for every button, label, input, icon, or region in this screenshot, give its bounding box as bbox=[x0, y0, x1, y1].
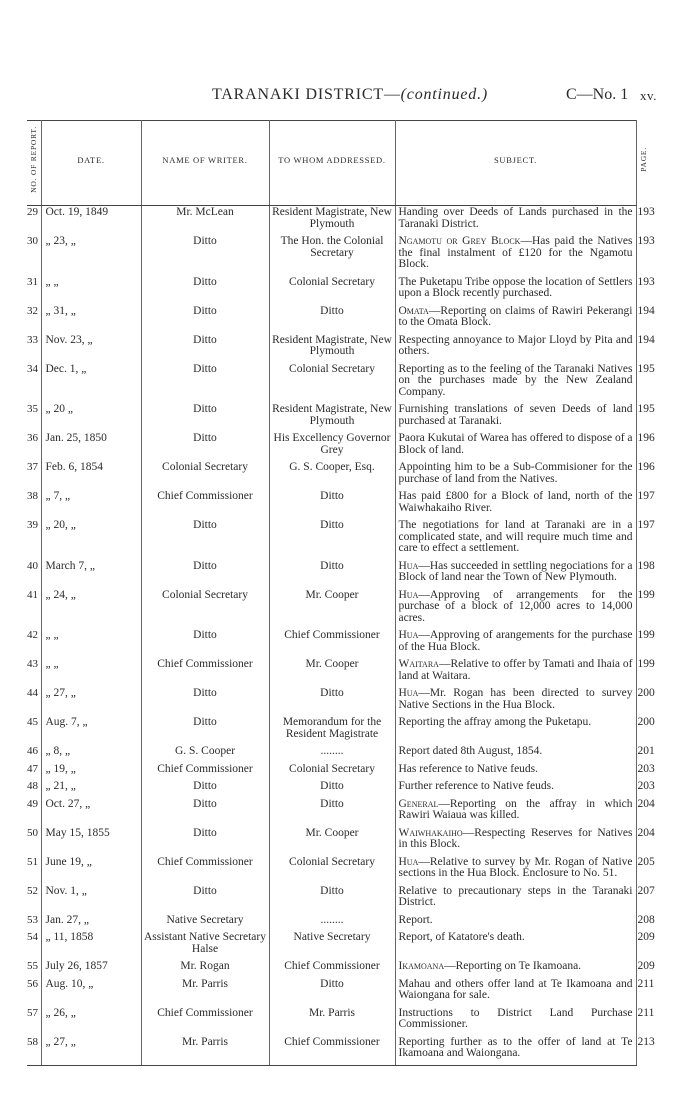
table-row: 54 „ 11, 1858 Assistant Native Secretary Halse Native Secretary Report, of Katatore's death. 209 bbox=[27, 931, 636, 960]
writer-cell: Ditto bbox=[141, 235, 269, 276]
table-row: 32 „ 31, „ Ditto Ditto Omata—Reporting on claims of Rawiri Pekerangi to the Omata Block. 194 bbox=[27, 305, 636, 334]
table-row: 43 „ „ Chief Commissioner Mr. Cooper Waitara—Relative to offer by Tamati and Ihaia of land at Waitara. 199 bbox=[27, 658, 636, 687]
page-number: xv. bbox=[640, 88, 657, 103]
subject-cell bbox=[395, 827, 636, 856]
addressee-cell: Chief Commissioner bbox=[269, 1036, 395, 1066]
date-cell: „ 24, „ bbox=[41, 589, 141, 630]
table-row: 33 Nov. 23, „ Ditto Resident Magistrate, New Plymouth Respecting annoyance to Major Lloyd by Pita and others. 194 bbox=[27, 334, 636, 363]
addressee-cell: Ditto bbox=[269, 519, 395, 560]
writer-cell: Ditto bbox=[141, 403, 269, 432]
subject-text: —Approving of arangements for the purchase of the Hua Block. bbox=[398, 629, 633, 653]
date-cell: „ 7, „ bbox=[41, 490, 141, 519]
subject-text: —Relative to offer by Tamati and Ihaia of land at Waitara. bbox=[398, 658, 633, 682]
writer-cell: Ditto bbox=[141, 305, 269, 334]
subject-text: Respecting annoyance to Major Lloyd by Pita and others. bbox=[398, 333, 633, 357]
writer-cell: Ditto bbox=[141, 432, 269, 461]
writer-cell: Ditto bbox=[141, 363, 269, 404]
report-number: 39 bbox=[27, 519, 41, 560]
addressee-cell: Ditto bbox=[269, 798, 395, 827]
document-reference: C—No. 1 bbox=[566, 86, 629, 103]
writer-cell: Mr. McLean bbox=[141, 206, 269, 236]
table-header-row: NO. OF REPORT. DATE. NAME OF WRITER. TO WHOM ADDRESSED. SUBJECT. PAGE. bbox=[27, 121, 636, 206]
writer-cell: Ditto bbox=[141, 827, 269, 856]
report-number: 52 bbox=[27, 885, 41, 914]
addressee-cell: Ditto bbox=[269, 978, 395, 1007]
header-writer: NAME OF WRITER. bbox=[141, 121, 269, 206]
report-number: 48 bbox=[27, 780, 41, 798]
report-number: 33 bbox=[27, 334, 41, 363]
writer-cell: Colonial Secretary bbox=[141, 589, 269, 630]
date-cell: „ 23, „ bbox=[41, 235, 141, 276]
date-cell: „ 8, „ bbox=[41, 745, 141, 763]
writer-cell: Ditto bbox=[141, 780, 269, 798]
addressee-cell: Colonial Secretary bbox=[269, 763, 395, 781]
addressee-cell: Chief Commissioner bbox=[269, 629, 395, 658]
date-cell: Oct. 27, „ bbox=[41, 798, 141, 827]
subject-heading: Hua bbox=[398, 588, 419, 601]
date-cell: March 7, „ bbox=[41, 560, 141, 589]
table-row: 49 Oct. 27, „ Ditto Ditto General—Reporting on the affray in which Rawiri Waiaua was killed. 204 bbox=[27, 798, 636, 827]
subject-text: Reporting the affray among the Puketapu. bbox=[398, 716, 592, 728]
subject-text: —Reporting on Te Ikamoana. bbox=[444, 960, 582, 972]
date-cell: May 15, 1855 bbox=[41, 827, 141, 856]
subject-heading: General bbox=[398, 797, 439, 810]
subject-text: —Mr. Rogan has been directed to survey Native Sections in the Hua Block. bbox=[398, 687, 633, 711]
subject-cell bbox=[395, 235, 636, 276]
subject-cell bbox=[395, 1007, 636, 1036]
addressee-cell: Ditto bbox=[269, 687, 395, 716]
report-number: 40 bbox=[27, 560, 41, 589]
correspondence-table bbox=[27, 120, 655, 1066]
date-cell: „ 26, „ bbox=[41, 1007, 141, 1036]
report-number: 35 bbox=[27, 403, 41, 432]
subject-cell bbox=[395, 931, 636, 960]
date-cell: „ „ bbox=[41, 629, 141, 658]
writer-cell: Ditto bbox=[141, 334, 269, 363]
date-cell: „ 21, „ bbox=[41, 780, 141, 798]
report-number: 32 bbox=[27, 305, 41, 334]
subject-cell bbox=[395, 745, 636, 763]
subject-text: Paora Kukutai of Warea has offered to dispose of a Block of land. bbox=[398, 432, 633, 456]
date-cell: Jan. 27, „ bbox=[41, 914, 141, 932]
date-cell: Dec. 1, „ bbox=[41, 363, 141, 404]
subject-text: Has paid £800 for a Block of land, north of the Waiwhakaiho River. bbox=[398, 490, 633, 514]
table-row: 36 Jan. 25, 1850 Ditto His Excellency Governor Grey Paora Kukutai of Warea has offered to dispose of a Block of land. 196 bbox=[27, 432, 636, 461]
title-main: TARANAKI DISTRICT— bbox=[212, 86, 401, 103]
report-number: 55 bbox=[27, 960, 41, 978]
subject-text: Furnishing translations of seven Deeds of land purchased at Taranaki. bbox=[398, 403, 633, 427]
subject-cell bbox=[395, 276, 636, 305]
writer-cell: Chief Commissioner bbox=[141, 856, 269, 885]
addressee-cell: The Hon. the Colonial Secretary bbox=[269, 235, 395, 276]
date-cell: „ 20, „ bbox=[41, 519, 141, 560]
report-number: 53 bbox=[27, 914, 41, 932]
writer-cell: Ditto bbox=[141, 885, 269, 914]
addressee-cell: Colonial Secretary bbox=[269, 363, 395, 404]
subject-cell bbox=[395, 798, 636, 827]
subject-cell bbox=[395, 519, 636, 560]
subject-cell bbox=[395, 960, 636, 978]
subject-text: Instructions to District Land Purchase Commissioner. bbox=[398, 1006, 633, 1030]
report-number: 46 bbox=[27, 745, 41, 763]
addressee-cell: Resident Magistrate, New Plymouth bbox=[269, 206, 395, 236]
table-row: 52 Nov. 1, „ Ditto Ditto Relative to precautionary steps in the Taranaki District. 207 bbox=[27, 885, 636, 914]
table-row: 30 „ 23, „ Ditto The Hon. the Colonial Secretary Ngamotu or Grey Block—Has paid the Natives the final instalment of £120 for the Ngamotu Block. 193 bbox=[27, 235, 636, 276]
report-number: 50 bbox=[27, 827, 41, 856]
date-cell: „ 27, „ bbox=[41, 687, 141, 716]
addressee-cell: Ditto bbox=[269, 560, 395, 589]
subject-cell bbox=[395, 629, 636, 658]
subject-heading: Waitara bbox=[398, 658, 439, 670]
header-addressee: TO WHOM ADDRESSED. bbox=[269, 121, 395, 206]
writer-cell: G. S. Cooper bbox=[141, 745, 269, 763]
subject-text: Report, of Katatore's death. bbox=[398, 931, 525, 943]
title-continued: (continued.) bbox=[400, 86, 489, 103]
subject-text: Reporting further as to the offer of land at Te Ikamoana and Waiongana. bbox=[398, 1035, 633, 1059]
report-number: 43 bbox=[27, 658, 41, 687]
writer-cell: Assistant Native Secretary Halse bbox=[141, 931, 269, 960]
subject-cell bbox=[395, 716, 636, 745]
report-number: 47 bbox=[27, 763, 41, 781]
report-number: 49 bbox=[27, 798, 41, 827]
subject-text: —Approving of arrangements for the purchase of a block of 12,000 acres to 14,000 acres. bbox=[398, 588, 633, 624]
subject-text: The Puketapu Tribe oppose the location of Settlers upon a Block recently purchased. bbox=[398, 275, 633, 299]
addressee-cell: ........ bbox=[269, 914, 395, 932]
subject-cell bbox=[395, 1036, 636, 1066]
subject-text: Report. bbox=[398, 913, 433, 926]
header-no: NO. OF REPORT. bbox=[27, 121, 41, 206]
date-cell: „ 20 „ bbox=[41, 403, 141, 432]
subject-cell bbox=[395, 403, 636, 432]
subject-text: —Reporting on the affray in which Rawiri Waiaua was killed. bbox=[398, 797, 633, 821]
addressee-cell: ........ bbox=[269, 745, 395, 763]
subject-cell bbox=[395, 687, 636, 716]
report-number: 51 bbox=[27, 856, 41, 885]
report-number: 34 bbox=[27, 363, 41, 404]
date-cell: July 26, 1857 bbox=[41, 960, 141, 978]
addressee-cell: Mr. Parris bbox=[269, 1007, 395, 1036]
report-number: 58 bbox=[27, 1036, 41, 1066]
report-number: 38 bbox=[27, 490, 41, 519]
subject-heading: Omata bbox=[398, 304, 429, 317]
writer-cell: Ditto bbox=[141, 798, 269, 827]
table-row: 40 March 7, „ Ditto Ditto Hua—Has succeeded in settling negociations for a Block of land near the Town of New Plymouth. 198 bbox=[27, 560, 636, 589]
report-number: 44 bbox=[27, 687, 41, 716]
subject-heading: Hua bbox=[398, 855, 419, 868]
report-number: 41 bbox=[27, 589, 41, 630]
subject-cell bbox=[395, 363, 636, 404]
header-date: DATE. bbox=[41, 121, 141, 206]
subject-heading: Hua bbox=[398, 559, 419, 572]
subject-cell bbox=[395, 589, 636, 630]
addressee-cell: Ditto bbox=[269, 780, 395, 798]
writer-cell: Chief Commissioner bbox=[141, 1007, 269, 1036]
subject-cell bbox=[395, 658, 636, 687]
table-row: 41 „ 24, „ Colonial Secretary Mr. Cooper Hua—Approving of arrangements for the purchase of a block of 12,000 acres to 14,000 acres. 199 bbox=[27, 589, 636, 630]
report-number: 36 bbox=[27, 432, 41, 461]
date-cell: Jan. 25, 1850 bbox=[41, 432, 141, 461]
subject-text: —Has paid the Natives the final instalment of £120 for the Ngamotu Block. bbox=[398, 235, 633, 270]
addressee-cell: Ditto bbox=[269, 490, 395, 519]
subject-cell bbox=[395, 914, 636, 932]
report-number: 42 bbox=[27, 629, 41, 658]
subject-cell bbox=[395, 978, 636, 1007]
table-row: 58 „ 27, „ Mr. Parris Chief Commissioner Reporting further as to the offer of land at Te Ikamoana and Waiongana. 213 bbox=[27, 1036, 636, 1066]
table-row: 35 „ 20 „ Ditto Resident Magistrate, New Plymouth Furnishing translations of seven Deeds of land purchased at Taranaki. 195 bbox=[27, 403, 636, 432]
report-number: 57 bbox=[27, 1007, 41, 1036]
addressee-cell: His Excellency Governor Grey bbox=[269, 432, 395, 461]
subject-heading: Waiwhakaiho bbox=[398, 826, 463, 839]
report-number: 31 bbox=[27, 276, 41, 305]
subject-text: Report dated 8th August, 1854. bbox=[398, 745, 543, 757]
table-row: 57 „ 26, „ Chief Commissioner Mr. Parris Instructions to District Land Purchase Commissioner. 211 bbox=[27, 1007, 636, 1036]
date-cell: „ „ bbox=[41, 658, 141, 687]
writer-cell: Ditto bbox=[141, 716, 269, 745]
report-number: 54 bbox=[27, 931, 41, 960]
table-row: 51 June 19, „ Chief Commissioner Colonial Secretary Hua—Relative to survey by Mr. Rogan of Native sections in the Hua Block. Enclosure to No. 51. 205 bbox=[27, 856, 636, 885]
writer-cell: Mr. Parris bbox=[141, 1036, 269, 1066]
subject-text: —Reporting on claims of Rawiri Pekerangi to the Omata Block. bbox=[398, 304, 633, 328]
subject-text: —Relative to survey by Mr. Rogan of Native sections in the Hua Block. Enclosure to No. 51. bbox=[398, 855, 633, 879]
addressee-cell: Mr. Cooper bbox=[269, 658, 395, 687]
writer-cell: Chief Commissioner bbox=[141, 763, 269, 781]
addressee-cell: Colonial Secretary bbox=[269, 856, 395, 885]
subject-text: —Respecting Reserves for Natives in this Block. bbox=[398, 826, 633, 850]
table-row: 45 Aug. 7, „ Ditto Memorandum for the Resident Magistrate Reporting the affray among the Puketapu. 200 bbox=[27, 716, 636, 745]
subject-text: Reporting as to the feeling of the Taranaki Natives on the purchases made by the New Zealand Company. bbox=[398, 362, 633, 398]
addressee-cell: Ditto bbox=[269, 305, 395, 334]
table-row: 42 „ „ Ditto Chief Commissioner Hua—Approving of arangements for the purchase of the Hua Block. 199 bbox=[27, 629, 636, 658]
subject-cell bbox=[395, 432, 636, 461]
date-cell: „ „ bbox=[41, 276, 141, 305]
report-number: 45 bbox=[27, 716, 41, 745]
page-title bbox=[212, 86, 488, 104]
addressee-cell: Colonial Secretary bbox=[269, 276, 395, 305]
report-number: 29 bbox=[27, 206, 41, 236]
date-cell: Oct. 19, 1849 bbox=[41, 206, 141, 236]
subject-cell bbox=[395, 763, 636, 781]
subject-heading: Hua bbox=[398, 629, 419, 641]
subject-cell bbox=[395, 560, 636, 589]
subject-cell bbox=[395, 461, 636, 490]
writer-cell: Ditto bbox=[141, 276, 269, 305]
subject-cell bbox=[395, 206, 636, 236]
subject-heading: Ngamotu or Grey Block bbox=[398, 235, 521, 247]
addressee-cell: Memorandum for the Resident Magistrate bbox=[269, 716, 395, 745]
writer-cell: Ditto bbox=[141, 629, 269, 658]
page-header bbox=[0, 86, 700, 108]
subject-cell bbox=[395, 334, 636, 363]
date-cell: „ 19, „ bbox=[41, 763, 141, 781]
writer-cell: Colonial Secretary bbox=[141, 461, 269, 490]
writer-cell: Mr. Rogan bbox=[141, 960, 269, 978]
subject-cell bbox=[395, 305, 636, 334]
writer-cell: Mr. Parris bbox=[141, 978, 269, 1007]
subject-cell bbox=[395, 856, 636, 885]
table-row: 56 Aug. 10, „ Mr. Parris Ditto Mahau and others offer land at Te Ikamoana and Waiongana for sale. 211 bbox=[27, 978, 636, 1007]
table-row: 48 „ 21, „ Ditto Ditto Further reference to Native feuds. 203 bbox=[27, 780, 636, 798]
addressee-cell: Resident Magistrate, New Plymouth bbox=[269, 334, 395, 363]
subject-text: Appointing him to be a Sub-Commisioner for the purchase of land from the Natives. bbox=[398, 461, 633, 485]
subject-cell bbox=[395, 780, 636, 798]
addressee-cell: Mr. Cooper bbox=[269, 589, 395, 630]
date-cell: Aug. 7, „ bbox=[41, 716, 141, 745]
date-cell: „ 27, „ bbox=[41, 1036, 141, 1066]
addressee-cell: Chief Commissioner bbox=[269, 960, 395, 978]
writer-cell: Ditto bbox=[141, 560, 269, 589]
addressee-cell: Resident Magistrate, New Plymouth bbox=[269, 403, 395, 432]
table-row: 37 Feb. 6, 1854 Colonial Secretary G. S. Cooper, Esq. Appointing him to be a Sub-Commisioner for the purchase of land from the Natives. 196 bbox=[27, 461, 636, 490]
date-cell: Nov. 23, „ bbox=[41, 334, 141, 363]
date-cell: „ 11, 1858 bbox=[41, 931, 141, 960]
table-row: 46 „ 8, „ G. S. Cooper ........ Report dated 8th August, 1854. 201 bbox=[27, 745, 636, 763]
writer-cell: Native Secretary bbox=[141, 914, 269, 932]
writer-cell: Ditto bbox=[141, 687, 269, 716]
report-number: 30 bbox=[27, 235, 41, 276]
table-row: 44 „ 27, „ Ditto Ditto Hua—Mr. Rogan has been directed to survey Native Sections in the Hua Block. 200 bbox=[27, 687, 636, 716]
subject-text: Handing over Deeds of Lands purchased in the Taranaki District. bbox=[398, 206, 633, 230]
table-row: 38 „ 7, „ Chief Commissioner Ditto Has paid £800 for a Block of land, north of the Waiwhakaiho River. 197 bbox=[27, 490, 636, 519]
writer-cell: Chief Commissioner bbox=[141, 658, 269, 687]
table-row: 53 Jan. 27, „ Native Secretary ........ Report. 208 bbox=[27, 914, 636, 932]
table-row: 50 May 15, 1855 Ditto Mr. Cooper Waiwhakaiho—Respecting Reserves for Natives in this Block. 204 bbox=[27, 827, 636, 856]
report-number: 56 bbox=[27, 978, 41, 1007]
subject-text: —Has succeeded in settling negociations for a Block of land near the Town of New Plymouth. bbox=[398, 559, 633, 583]
subject-cell bbox=[395, 885, 636, 914]
subject-cell bbox=[395, 490, 636, 519]
table-row: 55 July 26, 1857 Mr. Rogan Chief Commissioner Ikamoana—Reporting on Te Ikamoana. 209 bbox=[27, 960, 636, 978]
subject-text: Has reference to Native feuds. bbox=[398, 762, 539, 775]
subject-heading: Ikamoana bbox=[398, 960, 445, 972]
subject-text: Mahau and others offer land at Te Ikamoana and Waiongana for sale. bbox=[398, 977, 633, 1001]
writer-cell: Chief Commissioner bbox=[141, 490, 269, 519]
table-row: 39 „ 20, „ Ditto Ditto The negotiations for land at Taranaki are in a complicated state, and will require much time and care to effect a settlement. 197 bbox=[27, 519, 636, 560]
header-subject: SUBJECT. bbox=[395, 121, 636, 206]
subject-text: Relative to precautionary steps in the Taranaki District. bbox=[398, 884, 633, 908]
date-cell: Nov. 1, „ bbox=[41, 885, 141, 914]
table-row: 34 Dec. 1, „ Ditto Colonial Secretary Reporting as to the feeling of the Taranaki Natives on the purchases made by the New Zealand Company. 195 bbox=[27, 363, 636, 404]
report-number: 37 bbox=[27, 461, 41, 490]
date-cell: Aug. 10, „ bbox=[41, 978, 141, 1007]
date-cell: „ 31, „ bbox=[41, 305, 141, 334]
writer-cell: Ditto bbox=[141, 519, 269, 560]
addressee-cell: Ditto bbox=[269, 885, 395, 914]
addressee-cell: Mr. Cooper bbox=[269, 827, 395, 856]
subject-text: The negotiations for land at Taranaki are in a complicated state, and will require much time and care to effect a settlement. bbox=[398, 519, 633, 554]
table-row: 47 „ 19, „ Chief Commissioner Colonial Secretary Has reference to Native feuds. 203 bbox=[27, 763, 636, 781]
subject-heading: Hua bbox=[398, 687, 419, 699]
date-cell: Feb. 6, 1854 bbox=[41, 461, 141, 490]
subject-text: Further reference to Native feuds. bbox=[398, 780, 554, 792]
addressee-cell: Native Secretary bbox=[269, 931, 395, 960]
table-row: 29 Oct. 19, 1849 Mr. McLean Resident Magistrate, New Plymouth Handing over Deeds of Lands purchased in the Taranaki District. 193 bbox=[27, 206, 636, 236]
table-row: 31 „ „ Ditto Colonial Secretary The Puketapu Tribe oppose the location of Settlers upon a Block recently purchased. 193 bbox=[27, 276, 636, 305]
date-cell: June 19, „ bbox=[41, 856, 141, 885]
addressee-cell: G. S. Cooper, Esq. bbox=[269, 461, 395, 490]
